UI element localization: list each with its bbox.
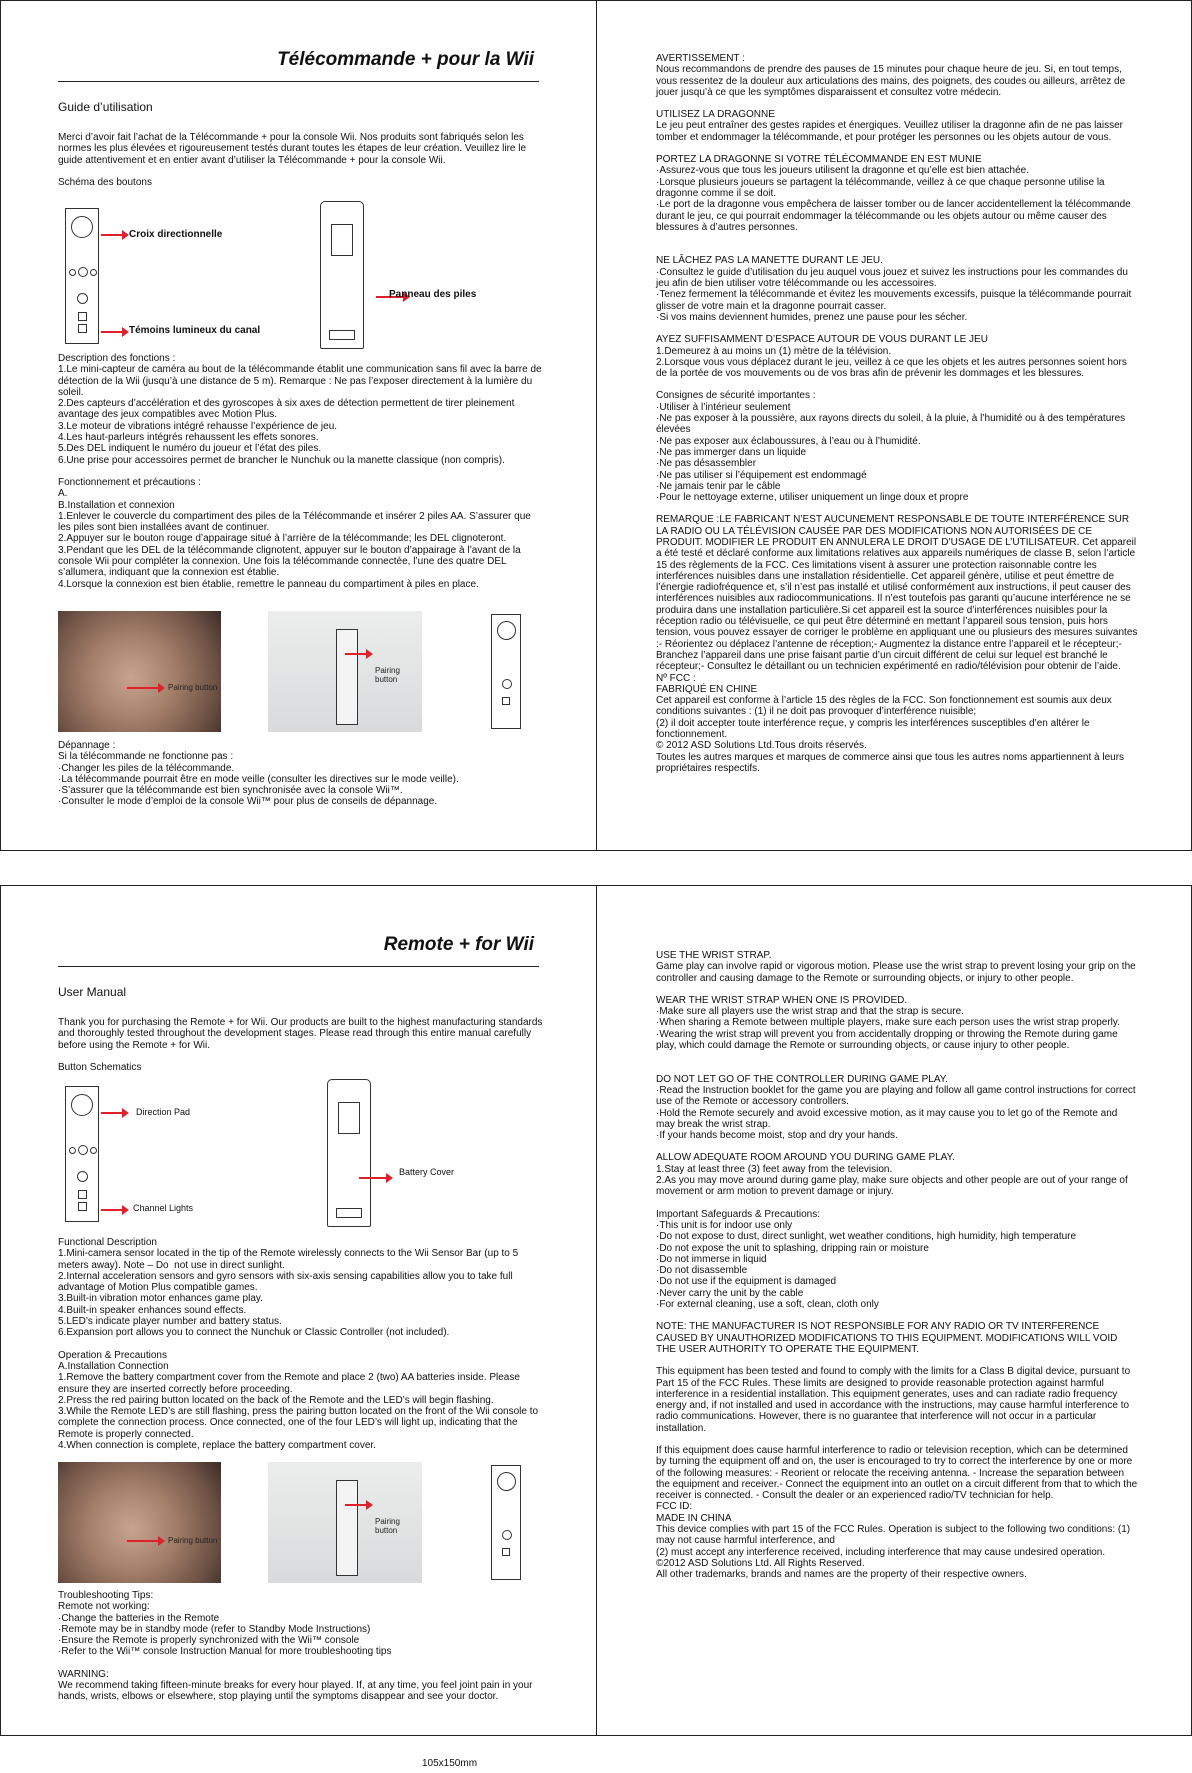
title-rule — [58, 81, 539, 82]
remote-front-diagram — [65, 208, 99, 344]
intro-paragraph — [58, 132, 544, 199]
console-icon — [336, 1480, 358, 1576]
battery-cover-icon — [338, 1102, 360, 1134]
troubleshoot-section — [58, 740, 544, 819]
button-icon — [69, 1147, 76, 1154]
troubleshoot-section — [58, 1590, 544, 1714]
lights-arrow-icon — [101, 331, 123, 333]
functions-text: Description des fonctions : 1.Le mini-capteur de caméra au bout de la télécommande établit une communication sans fil avec la barre de détection de la Wii (jusqu’à une distance de 5 m). Remarque : Ne pas l’exposer directement à la lumière du soleil. 2.Des capteurs d’accélération et des gyroscopes à six axes de détection permettent de tirer pleinement avantage des jeux compatibles avec Motion Plus. 3.Le moteur de vibrations intégré rehausse l’expérience de jeu. 4.Les haut-parleurs intégrés rehaussent les effets sonores. 5.Des DEL indiquent le numéro du joueur et l’état des piles. 6.Une prise pour accessoires permet de brancher le Nunchuk ou la manette classique (non compris). — [58, 353, 542, 466]
dpad-icon — [71, 216, 93, 238]
lights-callout: Témoins lumineux du canal — [129, 325, 261, 336]
paragraph: DO NOT LET GO OF THE CONTROLLER DURING GAME PLAY. ·Read the Instruction booklet for the game you are playing and follow all game control instructions for correct use of the Remote or accessory controllers. ·Hold the Remote securely and avoid excessive motion, as it may cause you to let go of the Remote and may break the wrist strap. ·If your hands become moist, stop and dry your hands. — [656, 1073, 1136, 1142]
page-title: Télécommande + pour la Wii — [277, 49, 534, 70]
dpad-icon — [71, 1094, 93, 1116]
paragraph: USE THE WRIST STRAP. Game play can involve rapid or vigorous motion. Please use the wrist strap to prevent losing your grip on the controller and causing damage to the Remote or surrounding objects, or injury to other people. — [656, 950, 1136, 984]
console-photo — [268, 1462, 422, 1583]
photo-arrow-icon — [345, 1504, 367, 1506]
operation-text: Fonctionnement et précautions : A. B.Installation et connexion 1.Enlever le couvercle du compartiment des piles de la Télécommande et insérer 2 piles AA. S’assurer que les piles sont bien installées avant de continuer. 2.Appuyer sur le bouton rouge d’appairage situé à l’arrière de la télécommande; les DEL clignoteront. 3.Pendant que les DEL de la télécommande clignotent, appuyer sur le bouton d’appairage à l’avant de la console Wii pour compléter la connexion. Une fois la télécommande connectée, l’une des quatre DEL s’allumera, indiquant que la connexion est établie. 4.Lorsque la connexion est bien établie, remettre le panneau du compartiment à piles en place. — [58, 476, 531, 590]
paragraph: NOTE: THE MANUFACTURER IS NOT RESPONSIBLE FOR ANY RADIO OR TV INTERFERENCE CAUSED BY UNAUTHORIZED MODIFICATIONS TO THIS EQUIPMENT. MODIFICATIONS WILL VOID THE USER AUTHORITY TO OPERATE THE EQUIPMENT. — [656, 1321, 1120, 1355]
french-right-panel — [596, 0, 1192, 851]
paragraph: REMARQUE :LE FABRICANT N’EST AUCUNEMENT RESPONSABLE DE TOUTE INTERFÉRENCE SUR LA RADIO OU LA TÉLÉVISION CAUSÉE PAR DES MODIFICATIONS NON AUTORISÉES DE CE PRODUIT. MODIFIER LE PRODUIT EN ANNULERA LE DROIT D’USAGE DE L’UTILISATEUR. Cet appareil a été testé et déclaré conforme aux limitations relatives aux appareils numériques de classe B, selon l’article 15 des règlements de la FCC. Ces limitations visent à assurer une protection raisonnable contre les interférences nuisibles dans une installation résidentielle. Cet appareil génère, utilise et peut émettre de l’énergie radiofréquence et, s’il n’est pas installé et utilisé conformément aux instructions, il peut causer des interférences nuisibles aux radiocommunications. Il n’est toutefois pas garanti qu’aucune interférence ne se produira dans une installation particulière.Si cet appareil est la source d’interférences nuisibles pour la réception radio ou télévisuelle, ce qui peut être déterminé en mettant l’appareil sous tension, puis hors tension, vous pouvez essayer de corriger le problème en appliquant une ou plusieurs des mesures suivantes :- Réorientez ou déplacez l’antenne de réception;- Augmentez la distance entre l’appareil et le récepteur;- Branchez l’appareil dans une prise faisant partie d’un circuit différent de celui sur lequel est branché le récepteur;- Consultez le détaillant ou un technicien expérimenté en radio/télévision pour obtenir de l’aide. Nº FCC : FABRIQUÉ EN CHINE Cet appareil est conforme à l’article 15 des règles de la FCC. Son fonctionnement est soumis aux deux conditions suivantes : (1) il ne doit pas provoquer d’interférence nuisible; (2) il doit accepter toute interférence reçue, y compris les interférences susceptibles d’en altérer le fonctionnement. © 2012 ASD Solutions Ltd.Tous droits réservés. Toutes les autres marques et marques de commerce ainsi que tous les autres noms appartiennent à leurs propriétaires respectifs. — [656, 514, 1138, 774]
cover-callout: Panneau des piles — [389, 289, 477, 300]
button-icon — [77, 1171, 88, 1182]
french-left-panel — [0, 0, 597, 851]
dpad-callout: Croix directionnelle — [129, 229, 223, 240]
english-left-panel — [0, 885, 597, 1736]
photo-label: Pairing button — [375, 1517, 400, 1535]
remote-small-diagram — [491, 614, 521, 729]
remote-front-diagram — [65, 1086, 99, 1222]
paragraph: PORTEZ LA DRAGONNE SI VOTRE TÉLÉCOMMANDE EN EST MUNIE ·Assurez-vous que tous les joueurs utilisent la dragonne et qu’elle est bien attachée. ·Lorsque plusieurs joueurs se partagent la télécommande, veillez à ce que chaque personne utilise la dragonne comme il se doit. ·Le port de la dragonne vous empêchera de laisser tomber ou de lancer accidentellement la télécommande durant le jeu, ce qui pourrait endommager la télécommande ou les objets autour ou même causer des blessures à d’autres personnes. — [656, 154, 1131, 233]
paragraph: NE LÂCHEZ PAS LA MANETTE DURANT LE JEU. ·Consultez le guide d’utilisation du jeu auquel vous jouez et suivez les instructions pour les commandes du jeu afin de bien utiliser votre télécommande ou les accessoires. ·Tenez fermement la télécommande et évitez les mouvements excessifs, puisque la télécommande pourrait glisser de votre main et la dragonne pourrait casser. ·Si vos mains deviennent humides, prenez une pause pour les sécher. — [656, 255, 1132, 323]
troubleshoot-text: Dépannage : Si la télécommande ne fonctionne pas : ·Changer les piles de la télécommande. ·La télécommande pourrait être en mode veille (consulter les directives sur le mode veille). ·S’assurer que la télécommande est bien synchronisée avec la console Wii™. ·Consulter le mode d’emploi de la console Wii™ pour plus de conseils de dépannage. — [58, 740, 459, 808]
dpad-icon — [497, 1472, 516, 1491]
paragraph: Consignes de sécurité importantes : ·Utiliser à l’intérieur seulement ·Ne pas exposer à la poussière, aux rayons directs du soleil, à la pluie, à l’humidité ou à des températures élevées ·Ne pas exposer aux éclaboussures, à l’eau ou à l’humidité. ·Ne pas immerger dans un liquide ·Ne pas désassembler ·Ne pas utiliser si l’équipement est endommagé ·Ne jamais tenir par le câble ·Pour le nettoyage externe, utiliser uniquement un linge doux et propre — [656, 390, 1126, 504]
lights-callout: Channel Lights — [133, 1203, 194, 1213]
cover-arrow-icon — [359, 1177, 387, 1179]
button-icon — [77, 293, 88, 304]
schematic-label: Button Schematics — [58, 1061, 142, 1073]
photo-arrow-icon — [127, 687, 159, 689]
paragraph: AYEZ SUFFISAMMENT D’ESPACE AUTOUR DE VOUS DURANT LE JEU 1.Demeurez à au moins un (1) mètre de la télévision. 2.Lorsque vous vous déplacez durant le jeu, veillez à ce que les objets et les autres personnes soient hors de la portée de vos mouvements ou de vos bras afin de prévenir les dommages et les blessures. — [656, 334, 1127, 380]
button-icon — [78, 1202, 87, 1211]
button-icon — [90, 1147, 97, 1154]
intro-text: Merci d’avoir fait l’achat de la Télécommande + pour la console Wii. Nos produits sont fabriqués selon les normes les plus élevées et rigoureusement testés durant toutes les étapes de leur création. Veuillez lire le guide attentivement et en entier avant d’utiliser la Télécommande + pour la console Wii. — [58, 132, 529, 166]
dpad-arrow-icon — [101, 1112, 123, 1114]
safety-column — [656, 53, 1139, 785]
button-icon — [78, 324, 87, 333]
photo-label: Pairing button — [375, 666, 400, 684]
functions-text: Functional Description 1.Mini-camera sensor located in the tip of the Remote wirelessly connects to the Wii Sensor Bar (up to 5 meters away). Note – Do not use in direct sunlight. 2.Internal acceleration sensors and gyro sensors with six-axis sensing capabilities allow you to take full advantage of Motion Plus compatible games. 3.Built-in vibration motor enhances game play. 4.Built-in speaker enhances sound effects. 5.LED’s indicate player number and battery status. 6.Expansion port allows you to connect the Nunchuk or Classic Controller (not included). — [58, 1237, 519, 1339]
paragraph: WEAR THE WRIST STRAP WHEN ONE IS PROVIDED. ·Make sure all players use the wrist strap and that the strap is secure. ·When sharing a Remote between multiple players, make sure each person uses the wrist strap properly. ·Wearing the wrist strap will prevent you from accidentally dropping or throwing the Remote during game play, which could damage the Remote or surrounding objects, or cause injury to other people. — [656, 994, 1120, 1052]
hand-battery-photo — [58, 1462, 221, 1583]
warning-text: WARNING: We recommend taking fifteen-minute breaks for every hour played. If, at any time, you feel joint pain in your hands, wrists, elbows or elsewhere, stop playing until the symptoms disappear and see your doctor. — [58, 1668, 533, 1703]
button-icon — [78, 1145, 88, 1155]
remote-back-diagram — [320, 201, 364, 349]
connector-icon — [336, 1208, 362, 1218]
intro-paragraph — [58, 1017, 544, 1084]
battery-cover-icon — [331, 224, 353, 256]
photo-arrow-icon — [345, 653, 367, 655]
paragraph: ALLOW ADEQUATE ROOM AROUND YOU DURING GAME PLAY. 1.Stay at least three (3) feet away from the television. 2.As you may move around during game play, make sure objects and other people are out of your range of movement or arm motion to prevent damage or injury. — [656, 1152, 1128, 1198]
cover-callout: Battery Cover — [399, 1167, 455, 1177]
operation-text: Operation & Precautions A.Installation Connection 1.Remove the battery compartment cover from the Remote and place 2 (two) AA batteries inside. Please ensure they are inserted correctly before proceeding. 2.Press the red pairing button located on the back of the Remote and the LED’s will begin flashing. 3.While the Remote LED’s are still flashing, press the pairing button located on the front of the Wii console to complete the connection process. Once connected, one of the four LED’s will light up, indicating that the Remote is properly connected. 4.When connection is complete, replace the battery compartment cover. — [58, 1349, 539, 1452]
button-icon — [69, 269, 76, 276]
photo-arrow-icon — [127, 1540, 159, 1542]
paragraph: This equipment has been tested and found to comply with the limits for a Class B digital device, pursuant to Part 15 of the FCC Rules. These limits are designed to provide reasonable protection against harmful interference in a residential installation. This equipment generates, uses and can radiate radio frequency energy and, if not installed and used in accordance with the instructions, may cause harmful interference to radio communications. However, there is no guarantee that interference will not occur in a particular installation. — [656, 1366, 1133, 1434]
paragraph: If this equipment does cause harmful interference to radio or television reception, which can be determined by turning the equipment off and on, the user is encouraged to try to correct the interference by one or more of the following measures: - Reorient or relocate the receiving antenna. - Increase the separation between the equipment and receiver.- Connect the equipment into an outlet on a circuit different from that to which the receiver is connected. - Consult the dealer or an experienced radio/TV technician for help. FCC ID: MADE IN CHINA This device complies with part 15 of the FCC Rules. Operation is subject to the following two conditions: (1) may not cause harmful interference, and (2) must accept any interference received, including interference that may cause undesired operation. ©2012 ASD Solutions Ltd. All Rights Reserved. All other trademarks, brands and names are the property of their respective owners. — [656, 1444, 1138, 1581]
console-icon — [336, 629, 358, 725]
photo-label: Pairing button — [168, 1536, 218, 1545]
title-rule — [58, 966, 539, 967]
dpad-callout: Direction Pad — [136, 1107, 191, 1117]
troubleshoot-text: Troubleshooting Tips: Remote not working: ·Change the batteries in the Remote ·Remote may be in standby mode (refer to Standby Mode Instructions) ·Ensure the Remote is properly synchronized with the Wii™ console ·Refer to the Wii™ console Instruction Manual for more troubleshooting tips — [58, 1590, 392, 1658]
guide-heading: User Manual — [58, 985, 127, 999]
remote-small-diagram — [491, 1465, 521, 1580]
schematic-label: Schéma des boutons — [58, 176, 152, 188]
photo-label: Pairing button — [168, 683, 218, 692]
guide-heading: Guide d’utilisation — [58, 100, 153, 114]
button-icon — [502, 679, 512, 689]
page-title: Remote + for Wii — [383, 934, 534, 955]
button-icon — [78, 312, 87, 321]
button-icon — [78, 1190, 87, 1199]
size-footer: 105x150mm — [422, 1758, 478, 1769]
english-right-panel — [596, 885, 1192, 1736]
console-photo — [268, 611, 422, 732]
paragraph: AVERTISSEMENT : Nous recommandons de prendre des pauses de 15 minutes pour chaque heure de jeu. Si, en tout temps, vous ressentez de la douleur aux articulations des mains, des poignets, des coudes ou ailleurs, arrêtez de jouer jusqu’à ce que les symptômes disparaissent et consultez votre médecin. — [656, 53, 1126, 98]
functions-section — [58, 1237, 544, 1462]
button-icon — [78, 267, 88, 277]
dpad-arrow-icon — [101, 234, 123, 236]
functions-section — [58, 353, 544, 601]
safety-column — [656, 950, 1139, 1592]
button-icon — [502, 1530, 512, 1540]
paragraph: UTILISEZ LA DRAGONNE Le jeu peut entraîner des gestes rapides et énergiques. Veuillez utiliser la dragonne afin de ne pas laisser tomber et endommager la télécommande, et pour protéger les personnes ou les objets autour de vous. — [656, 109, 1123, 143]
connector-icon — [329, 330, 355, 340]
hand-battery-photo — [58, 611, 221, 732]
lights-arrow-icon — [101, 1209, 123, 1211]
button-icon — [90, 269, 97, 276]
intro-text: Thank you for purchasing the Remote + for Wii. Our products are built to the highest manufacturing standards and thoroughly tested throughout the development stages. Please read through this entire manual carefully before using the Remote + for Wii. — [58, 1017, 546, 1051]
paragraph: Important Safeguards & Precautions: ·This unit is for indoor use only ·Do not expose to dust, direct sunlight, wet weather conditions, high humidity, high temperature ·Do not expose the unit to splashing, dripping rain or moisture ·Do not immerse in liquid ·Do not disassemble ·Do not use if the equipment is damaged ·Never carry the unit by the cable ·For external cleaning, use a soft, clean, cloth only — [656, 1208, 1077, 1311]
dpad-icon — [497, 621, 516, 640]
remote-back-diagram — [327, 1079, 371, 1227]
button-icon — [502, 1548, 510, 1556]
button-icon — [502, 697, 510, 705]
